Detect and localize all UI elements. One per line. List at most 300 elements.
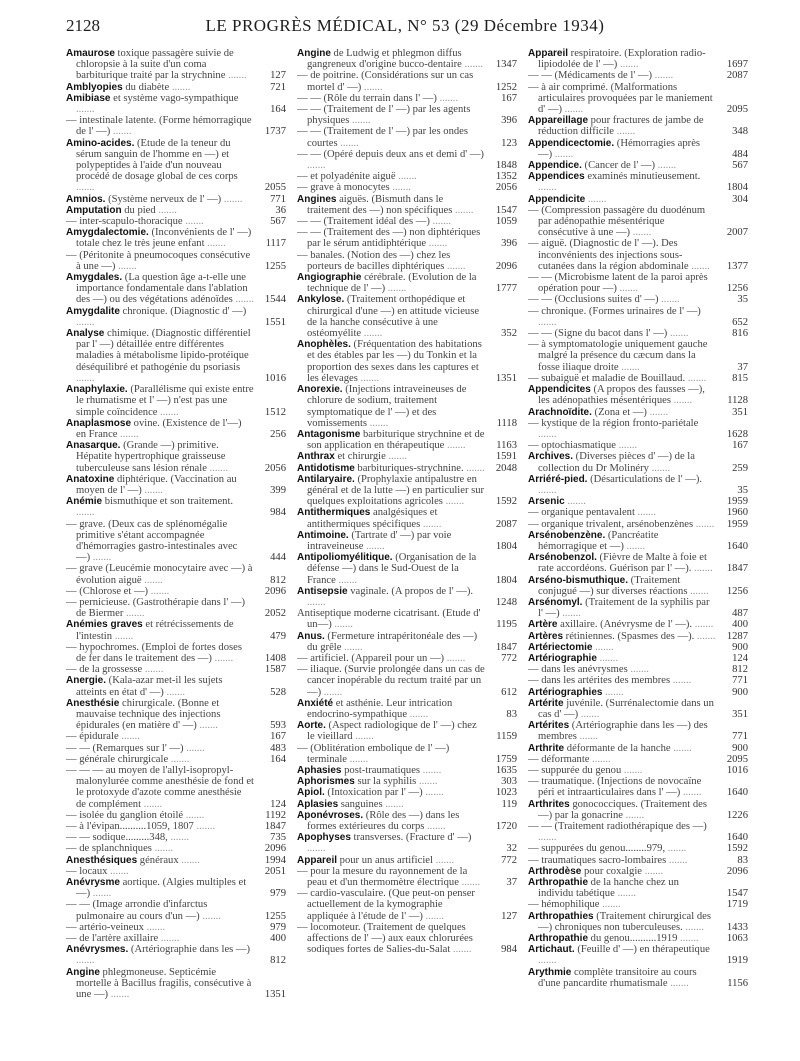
- index-entry: [528, 194, 748, 205]
- entry-headword: Antilaryaire.: [297, 473, 355, 485]
- index-entry: [528, 138, 748, 160]
- leader-dots: .......: [389, 182, 411, 194]
- leader-dots: .......: [432, 854, 455, 866]
- entry-page-number: 123: [501, 137, 517, 149]
- entry-page-number: 1592: [726, 843, 748, 855]
- leader-dots: .......: [615, 440, 638, 452]
- entry-page-number: 167: [501, 92, 517, 104]
- entry-text: aortique. (Algies multiples et —): [76, 877, 247, 900]
- entry-headword: Antisepsie: [297, 585, 348, 597]
- index-entry: [297, 552, 517, 586]
- index-entry: [66, 563, 286, 585]
- entry-headword: Appendice.: [528, 160, 582, 172]
- index-entry: [297, 104, 517, 126]
- entry-page-number: 900: [732, 641, 748, 653]
- index-entry: [66, 227, 286, 249]
- entry-page-number: 1159: [496, 731, 517, 743]
- leader-dots: .......: [630, 227, 652, 239]
- index-entry: [528, 407, 748, 418]
- entry-page-number: 1377: [726, 260, 748, 272]
- index-entry: [528, 675, 748, 686]
- index-entry: [66, 619, 286, 641]
- entry-page-number: 256: [270, 428, 286, 440]
- entry-text: pour coxalgie: [581, 865, 642, 877]
- index-entry: [66, 944, 286, 966]
- entry-text: — — (Traitement de l' —) par les agents physiques: [297, 104, 471, 127]
- entry-headword: Apiol.: [297, 787, 325, 799]
- entry-text: — (Chlorose et —): [66, 585, 149, 597]
- leader-dots: .......: [682, 921, 704, 933]
- index-entry: [297, 216, 517, 227]
- entry-page-number: 483: [270, 742, 286, 754]
- leader-dots: .......: [183, 809, 205, 821]
- entry-text: (Artériographie dans les —) des membres: [538, 720, 708, 743]
- index-entry: [528, 115, 748, 137]
- entry-headword: Arachnoïdite.: [528, 406, 592, 418]
- leader-dots: .......: [538, 428, 557, 440]
- leader-dots: .......: [118, 731, 140, 743]
- entry-page-number: 167: [270, 731, 286, 743]
- entry-page-number: 2096: [264, 585, 286, 597]
- index-entry: [528, 877, 748, 899]
- entry-headword: Archives.: [528, 451, 574, 463]
- entry-page-number: 127: [270, 70, 286, 82]
- entry-text: (Injections intraveineuses de chlorure de sodium, traitement symptomatique de l' —) et des vomissements: [307, 384, 467, 429]
- entry-page-number: 1226: [726, 809, 748, 821]
- leader-dots: .......: [225, 70, 247, 82]
- leader-dots: .......: [687, 585, 709, 597]
- entry-page-number: 1023: [495, 787, 517, 799]
- index-entry: [528, 821, 748, 843]
- entry-page-number: 2048: [495, 462, 517, 474]
- leader-dots: .......: [538, 316, 557, 328]
- entry-headword: Arsénobenzène.: [528, 529, 606, 541]
- entry-page-number: 652: [732, 316, 748, 328]
- entry-headword: Antidotisme: [297, 462, 355, 474]
- entry-page-number: 1408: [264, 652, 286, 664]
- entry-text: (Intoxication par l' —): [324, 787, 423, 799]
- index-entry: [528, 743, 748, 754]
- index-entry: [528, 496, 748, 507]
- entry-text: (Rôle des —) dans les formes extérieures du corps: [307, 809, 460, 833]
- index-entry: [297, 832, 517, 854]
- index-entry: [528, 754, 748, 765]
- leader-dots: .......: [307, 596, 326, 608]
- leader-dots: .......: [385, 283, 407, 295]
- index-entry: [297, 227, 517, 249]
- entry-headword: Anthrax: [297, 451, 335, 463]
- entry-headword: Angine: [297, 48, 331, 59]
- entry-text: — déformante: [528, 753, 590, 765]
- entry-headword: Arythmie: [528, 966, 572, 978]
- index-entry: [297, 855, 517, 866]
- leader-dots: .......: [429, 216, 452, 228]
- index-entry: [297, 653, 517, 664]
- entry-headword: Artères: [528, 630, 564, 642]
- leader-dots: .......: [592, 641, 614, 653]
- entry-text: (Système nerveux de l' —): [105, 193, 222, 205]
- entry-text: (Fermeture intrapéritonéale des —) du grêle: [307, 630, 478, 653]
- index-entry: [66, 216, 286, 227]
- index-entry: [528, 765, 748, 776]
- entry-page-number: 400: [732, 619, 748, 631]
- entry-text: — à l'évipan..........1059, 1807: [66, 821, 194, 833]
- leader-dots: .......: [670, 395, 693, 407]
- leader-dots: .......: [76, 104, 95, 116]
- entry-headword: Arsenic: [528, 496, 565, 508]
- entry-text: — — (Image arrondie d'infarctus pulmonaire au cours d'un —): [66, 899, 208, 922]
- entry-text: — intestinale latente. (Forme hémorragique de l' —): [66, 115, 252, 138]
- entry-headword: Appendicite: [528, 193, 586, 205]
- index-entry: [297, 888, 517, 922]
- entry-headword: Appendicectomie.: [528, 137, 615, 149]
- entry-text: et asthénie. Leur intrication endocrino-sympathique: [307, 697, 453, 720]
- leader-dots: .......: [76, 507, 95, 519]
- entry-text: — kystique de la région fronto-pariétale: [528, 417, 699, 429]
- index-entry: [528, 720, 748, 742]
- entry-page-number: 2095: [726, 753, 748, 765]
- entry-page-number: 1804: [495, 540, 517, 552]
- leader-dots: .......: [90, 888, 112, 900]
- index-entry: [528, 294, 748, 305]
- leader-dots: .......: [367, 417, 389, 429]
- leader-dots: .......: [321, 686, 343, 698]
- entry-page-number: 1287: [726, 630, 748, 642]
- index-entry: [66, 440, 286, 474]
- entry-text: généraux: [137, 854, 179, 866]
- entry-text: (Cancer de l' —): [581, 160, 655, 172]
- entry-text: vaginale. (A propos de l' —).: [347, 585, 474, 597]
- entry-text: — grave (Leucémie monocytaire avec —) à évolution aiguë: [66, 563, 253, 586]
- entry-text: (Inconvénients de l' —) totale chez le très jeune enfant: [76, 227, 252, 250]
- entry-text: transverses. (Fracture d' —): [350, 832, 472, 844]
- index-entry: [297, 48, 517, 70]
- index-entry: [66, 922, 286, 933]
- entry-page-number: 1118: [496, 417, 517, 429]
- index-entry: [66, 82, 286, 93]
- entry-text: — organique pentavalent: [528, 507, 635, 519]
- entry-text: — — (Traitement idéal des —): [297, 216, 430, 228]
- index-entry: [66, 496, 286, 518]
- index-entry: [528, 474, 748, 496]
- entry-text: gonococciques. (Traitement des —) par la gonacrine: [538, 798, 707, 821]
- entry-headword: Aplasies: [297, 798, 339, 810]
- index-entry: [66, 272, 286, 306]
- entry-page-number: 1347: [495, 59, 517, 71]
- entry-text: — (Oblitération embolique de l' —) terminale: [297, 742, 450, 765]
- index-entry: [66, 328, 286, 384]
- leader-dots: .......: [110, 126, 132, 138]
- index-entry: [66, 194, 286, 205]
- entry-text: déformante de la hanche: [564, 742, 671, 754]
- entry-page-number: 1255: [264, 260, 286, 272]
- entry-page-number: 1759: [495, 753, 517, 765]
- entry-page-number: 1551: [264, 316, 286, 328]
- entry-page-number: 37: [737, 361, 748, 373]
- entry-text: — — — au moyen de l'allyl-isopropyl-malonylurée comme anesthésie de fond et le protoxyde d'azote comme anesthésie de complément: [66, 765, 254, 810]
- entry-text: (Aspect radiologique de l' —) chez le vieillard: [307, 720, 477, 743]
- index-column-2: [297, 48, 517, 1048]
- leader-dots: .......: [108, 989, 130, 1001]
- index-entry: [66, 967, 286, 1001]
- entry-text: (Désarticulations de l' —).: [587, 473, 703, 485]
- entry-headword: Amino-acides.: [66, 137, 135, 149]
- index-entry: [528, 418, 748, 440]
- entry-headword: Amputation: [66, 204, 122, 216]
- entry-headword: Anaplasmose: [66, 417, 132, 429]
- leader-dots: .......: [623, 540, 646, 552]
- entry-text: (Diverses pièces d' —) de la collection du Dr Molinéry: [538, 451, 695, 474]
- leader-dots: .......: [112, 630, 134, 642]
- index-column-1: [66, 48, 286, 1048]
- leader-dots: .......: [416, 776, 438, 788]
- entry-headword: Artériectomie: [528, 641, 593, 653]
- index-entry: [66, 115, 286, 137]
- index-entry: [66, 698, 286, 732]
- entry-page-number: 1256: [726, 283, 748, 295]
- leader-dots: .......: [352, 731, 374, 743]
- index-entry: [66, 250, 286, 272]
- entry-page-number: 1117: [265, 238, 286, 250]
- entry-page-number: 164: [270, 753, 286, 765]
- leader-dots: .......: [599, 899, 621, 911]
- entry-headword: Anémies graves: [66, 619, 143, 631]
- leader-dots: .......: [634, 507, 657, 519]
- entry-headword: Angiographie: [297, 272, 362, 284]
- leader-dots: .......: [193, 821, 216, 833]
- entry-headword: Anévrysme: [66, 877, 120, 889]
- index-entry: [297, 507, 517, 529]
- entry-text: phlegmoneuse. Septicémie mortelle à Bacillus fragilis, consécutive à une —): [76, 966, 252, 1001]
- entry-text: (Tartrate d' —) par voie intraveineuse: [307, 529, 452, 552]
- entry-page-number: 2056: [264, 462, 286, 474]
- leader-dots: .......: [444, 652, 466, 664]
- leader-dots: .......: [199, 910, 221, 922]
- leader-dots: .......: [665, 843, 687, 855]
- index-entry: [66, 586, 286, 597]
- entry-text: examinés minutieusement.: [584, 171, 701, 183]
- entry-text: — de splanchniques: [66, 843, 152, 855]
- index-entry: [528, 530, 748, 552]
- leader-dots: .......: [204, 238, 226, 250]
- leader-dots: .......: [335, 574, 358, 586]
- entry-page-number: 567: [732, 160, 748, 172]
- index-entry: [66, 418, 286, 440]
- entry-page-number: 1777: [495, 283, 517, 295]
- leader-dots: .......: [76, 182, 95, 194]
- leader-dots: .......: [426, 238, 448, 250]
- entry-text: (Traitement chirurgical des —) chroniques non tuberculeuses.: [538, 910, 711, 933]
- leader-dots: .......: [585, 193, 607, 205]
- entry-text: (Fièvre de Malte à foie et rate accordéons. Guérison par l' —).: [538, 552, 707, 575]
- leader-dots: .......: [452, 204, 474, 216]
- entry-page-number: 2096: [495, 260, 517, 272]
- entry-text: rétiniennes. (Spasmes des —).: [563, 630, 695, 642]
- journal-title: LE PROGRÈS MÉDICAL, N° 53 (29 Décembre 1934): [205, 16, 605, 35]
- entry-text: (Artériographie dans les —): [128, 944, 251, 956]
- entry-page-number: 2007: [726, 227, 748, 239]
- entry-headword: Aphasies: [297, 765, 342, 776]
- leader-dots: .......: [618, 361, 640, 373]
- entry-text: — traumatique. (Injections de novocaïne péri et intraarticulaires dans l' —): [528, 776, 702, 799]
- index-entry: [528, 160, 748, 171]
- leader-dots: .......: [667, 977, 689, 989]
- index-entry: [297, 608, 517, 630]
- leader-dots: .......: [641, 865, 664, 877]
- entry-page-number: 1720: [495, 821, 517, 833]
- leader-dots: .......: [616, 283, 639, 295]
- index-entry: [528, 238, 748, 272]
- index-entry: [528, 653, 748, 664]
- entry-page-number: 1163: [496, 440, 517, 452]
- entry-page-number: 36: [275, 204, 286, 216]
- entry-page-number: 35: [737, 294, 748, 306]
- index-entry: [528, 507, 748, 518]
- leader-dots: .......: [76, 316, 95, 328]
- leader-dots: .......: [143, 921, 166, 933]
- index-entry: [66, 205, 286, 216]
- entry-headword: Artichaut.: [528, 944, 575, 956]
- entry-text: post-traumatiques: [341, 765, 421, 776]
- leader-dots: .......: [341, 641, 363, 653]
- entry-page-number: 816: [732, 328, 748, 340]
- leader-dots: .......: [614, 888, 636, 900]
- index-entry: [297, 530, 517, 552]
- leader-dots: .......: [90, 552, 112, 564]
- leader-dots: .......: [361, 328, 383, 340]
- entry-text: — traumatiques sacro-lombaires: [528, 854, 667, 866]
- entry-text: cérébrale. (Evolution de la technique de l' —): [307, 272, 477, 295]
- entry-headword: Arsénomyl.: [528, 596, 583, 608]
- leader-dots: .......: [422, 910, 445, 922]
- index-entry: [66, 821, 286, 832]
- entry-text: — grave. (Deux cas de splénomégalie primitive s'étant accompagnée d'hémorragies gastro-intestinales avec —): [66, 518, 238, 564]
- leader-dots: .......: [420, 518, 442, 530]
- entry-page-number: 1919: [726, 955, 748, 967]
- entry-text: barbituriques-strychnine.: [354, 462, 464, 474]
- entry-page-number: 351: [732, 708, 748, 720]
- index-entry: [528, 339, 748, 373]
- entry-text: — grave à monocytes: [297, 182, 390, 194]
- entry-page-number: 83: [737, 854, 748, 866]
- entry-text: et chirurgie: [334, 451, 386, 463]
- index-entry: [297, 776, 517, 787]
- entry-page-number: 304: [732, 193, 748, 205]
- entry-page-number: 815: [732, 372, 748, 384]
- entry-text: — — (Traitement de l' —) par les ondes courtes: [297, 126, 468, 149]
- entry-text: — — (Rôle du terrain dans l' —): [297, 92, 437, 104]
- entry-page-number: 83: [506, 708, 517, 720]
- entry-page-number: 2095: [726, 104, 748, 116]
- index-entry: [528, 899, 748, 910]
- entry-text: (Hémorragies après —): [538, 137, 701, 160]
- entry-headword: Amygdalectomie.: [66, 227, 149, 239]
- entry-headword: Appareil: [528, 48, 569, 59]
- entry-text: — artificiel. (Appareil pour un —): [297, 652, 445, 664]
- index-entry: [66, 843, 286, 854]
- entry-page-number: 1192: [265, 809, 286, 821]
- entry-text: — isolée du ganglion étoilé: [66, 809, 184, 821]
- entry-text: aiguës. (Bismuth dans le traitement des —) non spécifiques: [307, 193, 453, 216]
- leader-dots: .......: [670, 675, 692, 687]
- entry-page-number: 2096: [264, 843, 286, 855]
- entry-page-number: 2051: [264, 865, 286, 877]
- entry-text: de Ludwig et phlegmon diffus gangreneux d'origine bucco-dentaire: [307, 48, 462, 71]
- entry-page-number: 528: [270, 686, 286, 698]
- entry-text: pour un anus artificiel: [337, 854, 433, 866]
- entry-text: (A propos des fausses —), les adénopathies mésentériques: [538, 384, 705, 407]
- entry-text: — et polyadénite aiguë: [297, 171, 396, 183]
- entry-text: — chronique. (Formes urinaires de l' —): [528, 305, 701, 317]
- entry-text: — locaux: [66, 865, 108, 877]
- entry-page-number: 812: [270, 574, 286, 586]
- index-entry: [297, 810, 517, 832]
- index-entry: [297, 339, 517, 384]
- leader-dots: .......: [167, 832, 190, 844]
- leader-dots: .......: [655, 160, 677, 172]
- leader-dots: .......: [693, 518, 715, 530]
- leader-dots: .......: [158, 933, 180, 945]
- entry-headword: Anévrysmes.: [66, 944, 129, 956]
- entry-page-number: 444: [270, 552, 286, 564]
- entry-headword: Antagonisme: [297, 428, 361, 440]
- leader-dots: .......: [117, 428, 139, 440]
- entry-page-number: 487: [732, 608, 748, 620]
- entry-headword: Amnios.: [66, 193, 106, 205]
- index-entry: [66, 675, 286, 697]
- leader-dots: .......: [564, 496, 586, 508]
- entry-headword: Artérite: [528, 697, 564, 709]
- leader-dots: .......: [385, 451, 407, 463]
- index-entry: [528, 631, 748, 642]
- leader-dots: .......: [115, 260, 137, 272]
- leader-dots: .......: [617, 59, 639, 71]
- index-entry: [528, 384, 748, 406]
- entry-text: (Prophylaxie antipalustre en général et de la lutte —) en particulier sur quelques exploitations agricoles: [307, 473, 485, 508]
- entry-page-number: 812: [270, 955, 286, 967]
- leader-dots: .......: [538, 955, 557, 967]
- entry-page-number: 1256: [726, 585, 748, 597]
- entry-page-number: 1063: [726, 933, 748, 945]
- entry-text: — iliaque. (Survie prolongée dans un cas de cancer inopérable du rectum traité par un —): [297, 664, 485, 698]
- entry-headword: Arthrite: [528, 742, 565, 754]
- index-entry: [297, 743, 517, 765]
- entry-page-number: 1544: [264, 294, 286, 306]
- entry-headword: Amibiase: [66, 92, 111, 104]
- entry-headword: Artère: [528, 619, 558, 631]
- entry-page-number: 1960: [726, 507, 748, 519]
- entry-headword: Arthrodèse: [528, 865, 582, 877]
- leader-dots: .......: [538, 182, 557, 194]
- leader-dots: .......: [182, 216, 204, 228]
- entry-page-number: 1195: [496, 619, 517, 631]
- leader-dots: .......: [538, 484, 557, 496]
- entry-headword: Ankylose.: [297, 294, 345, 306]
- entry-headword: Amblyopies: [66, 81, 123, 93]
- entry-text: — banales. (Notion des —) chez les porteurs de bacilles diphtériques: [297, 249, 451, 272]
- leader-dots: .......: [142, 664, 164, 676]
- entry-page-number: 1059: [495, 216, 517, 228]
- entry-page-number: 567: [270, 216, 286, 228]
- entry-page-number: 1635: [495, 765, 517, 776]
- entry-text: — de l'artère axillaire: [66, 933, 159, 945]
- entry-headword: Apophyses: [297, 832, 351, 844]
- leader-dots: .......: [420, 765, 442, 776]
- entry-headword: Angines: [297, 193, 337, 205]
- entry-text: ovine. (Existence de l'—) en France: [76, 417, 242, 440]
- leader-dots: .......: [395, 171, 417, 183]
- entry-page-number: 1547: [726, 888, 748, 900]
